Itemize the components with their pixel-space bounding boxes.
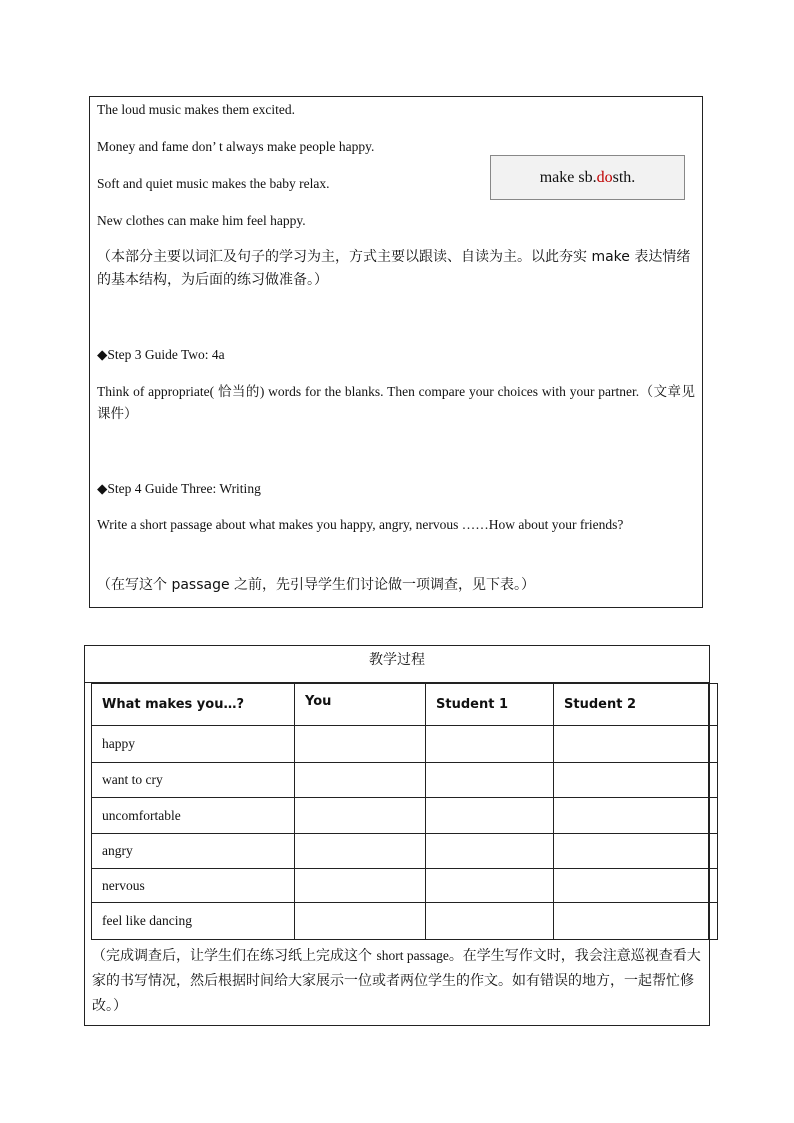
table-row	[92, 726, 718, 763]
header-you: You	[295, 684, 426, 726]
step-4-note: （在写这个 passage 之前，先引导学生们讨论做一项调查，见下表。）	[97, 577, 536, 593]
cell-student-1	[426, 869, 554, 903]
cell-student-1	[426, 763, 554, 798]
note-part-b: 。在学生写作文时，我会注意巡视查看大家的书写情况，然后根据时间给大家展示一位或者两位学生的作文。如有错误的地方，一起帮忙修改。）	[92, 948, 701, 1014]
cell-student-1	[426, 726, 554, 763]
table-row	[92, 869, 718, 903]
cell-you	[295, 834, 426, 869]
step-4-text: Write a short passage about what makes you happy, angry, nervous ……How about your friends?	[97, 517, 624, 532]
example-sentence-1: The loud music makes them excited.	[97, 102, 295, 117]
table-row	[92, 763, 718, 798]
cell-student-2	[554, 834, 709, 869]
table-row	[92, 903, 718, 940]
cell-student-2	[554, 903, 709, 940]
cell-student-2	[554, 798, 709, 834]
cell-student-1	[426, 798, 554, 834]
step-3-title: ◆Step 3 Guide Two: 4a	[97, 347, 225, 362]
teaching-note-1: （本部分主要以词汇及句子的学习为主，方式主要以跟读、自读为主。以此夯实 make 表达情绪的基本结构，为后面的练习做准备。）	[97, 249, 691, 288]
cell-you	[295, 903, 426, 940]
header-student-2: Student 2	[554, 684, 709, 726]
example-sentence-2: Money and fame don’ t always make people happy.	[97, 139, 375, 154]
step-4-title: ◆Step 4 Guide Three: Writing	[97, 481, 261, 496]
row-label: feel like dancing	[92, 903, 295, 940]
note-english: short passage	[376, 948, 449, 963]
cell-student-2	[554, 869, 709, 903]
cell-student-2	[554, 726, 709, 763]
row-label: angry	[92, 834, 295, 869]
table-title: 教学过程	[84, 645, 710, 683]
callout-part-1: make sb.	[539, 168, 597, 186]
table-edge-cell	[709, 763, 718, 798]
cell-you	[295, 763, 426, 798]
cell-student-1	[426, 903, 554, 940]
table-edge-cell	[709, 798, 718, 834]
note-part-a: （完成调查后，让学生们在练习纸上完成这个	[92, 948, 377, 964]
row-label: nervous	[92, 869, 295, 903]
table-edge-cell	[709, 869, 718, 903]
cell-student-2	[554, 763, 709, 798]
table-edge-cell	[709, 684, 718, 726]
header-student-1: Student 1	[426, 684, 554, 726]
cell-student-1	[426, 834, 554, 869]
cell-you	[295, 726, 426, 763]
row-label: happy	[92, 726, 295, 763]
table-row	[92, 798, 718, 834]
callout-part-3: sth.	[612, 168, 636, 186]
callout-verb: do	[596, 168, 613, 186]
table-row	[92, 834, 718, 869]
row-label: uncomfortable	[92, 798, 295, 834]
table-edge-cell	[709, 726, 718, 763]
cell-you	[295, 869, 426, 903]
table-edge-cell	[709, 834, 718, 869]
structure-callout	[490, 155, 685, 200]
step-3-text: Think of appropriate( 恰当的) words for the blanks. Then compare your choices with your partner.（文章见课件）	[97, 384, 695, 421]
cell-you	[295, 798, 426, 834]
example-sentence-3: Soft and quiet music makes the baby relax.	[97, 176, 330, 191]
row-label: want to cry	[92, 763, 295, 798]
header-what-makes-you: What makes you…?	[92, 684, 295, 726]
survey-table	[91, 683, 718, 940]
example-sentence-4: New clothes can make him feel happy.	[97, 213, 306, 228]
table-header-row	[92, 684, 718, 726]
table-edge-cell	[709, 903, 718, 940]
teaching-note-2	[92, 943, 704, 1019]
